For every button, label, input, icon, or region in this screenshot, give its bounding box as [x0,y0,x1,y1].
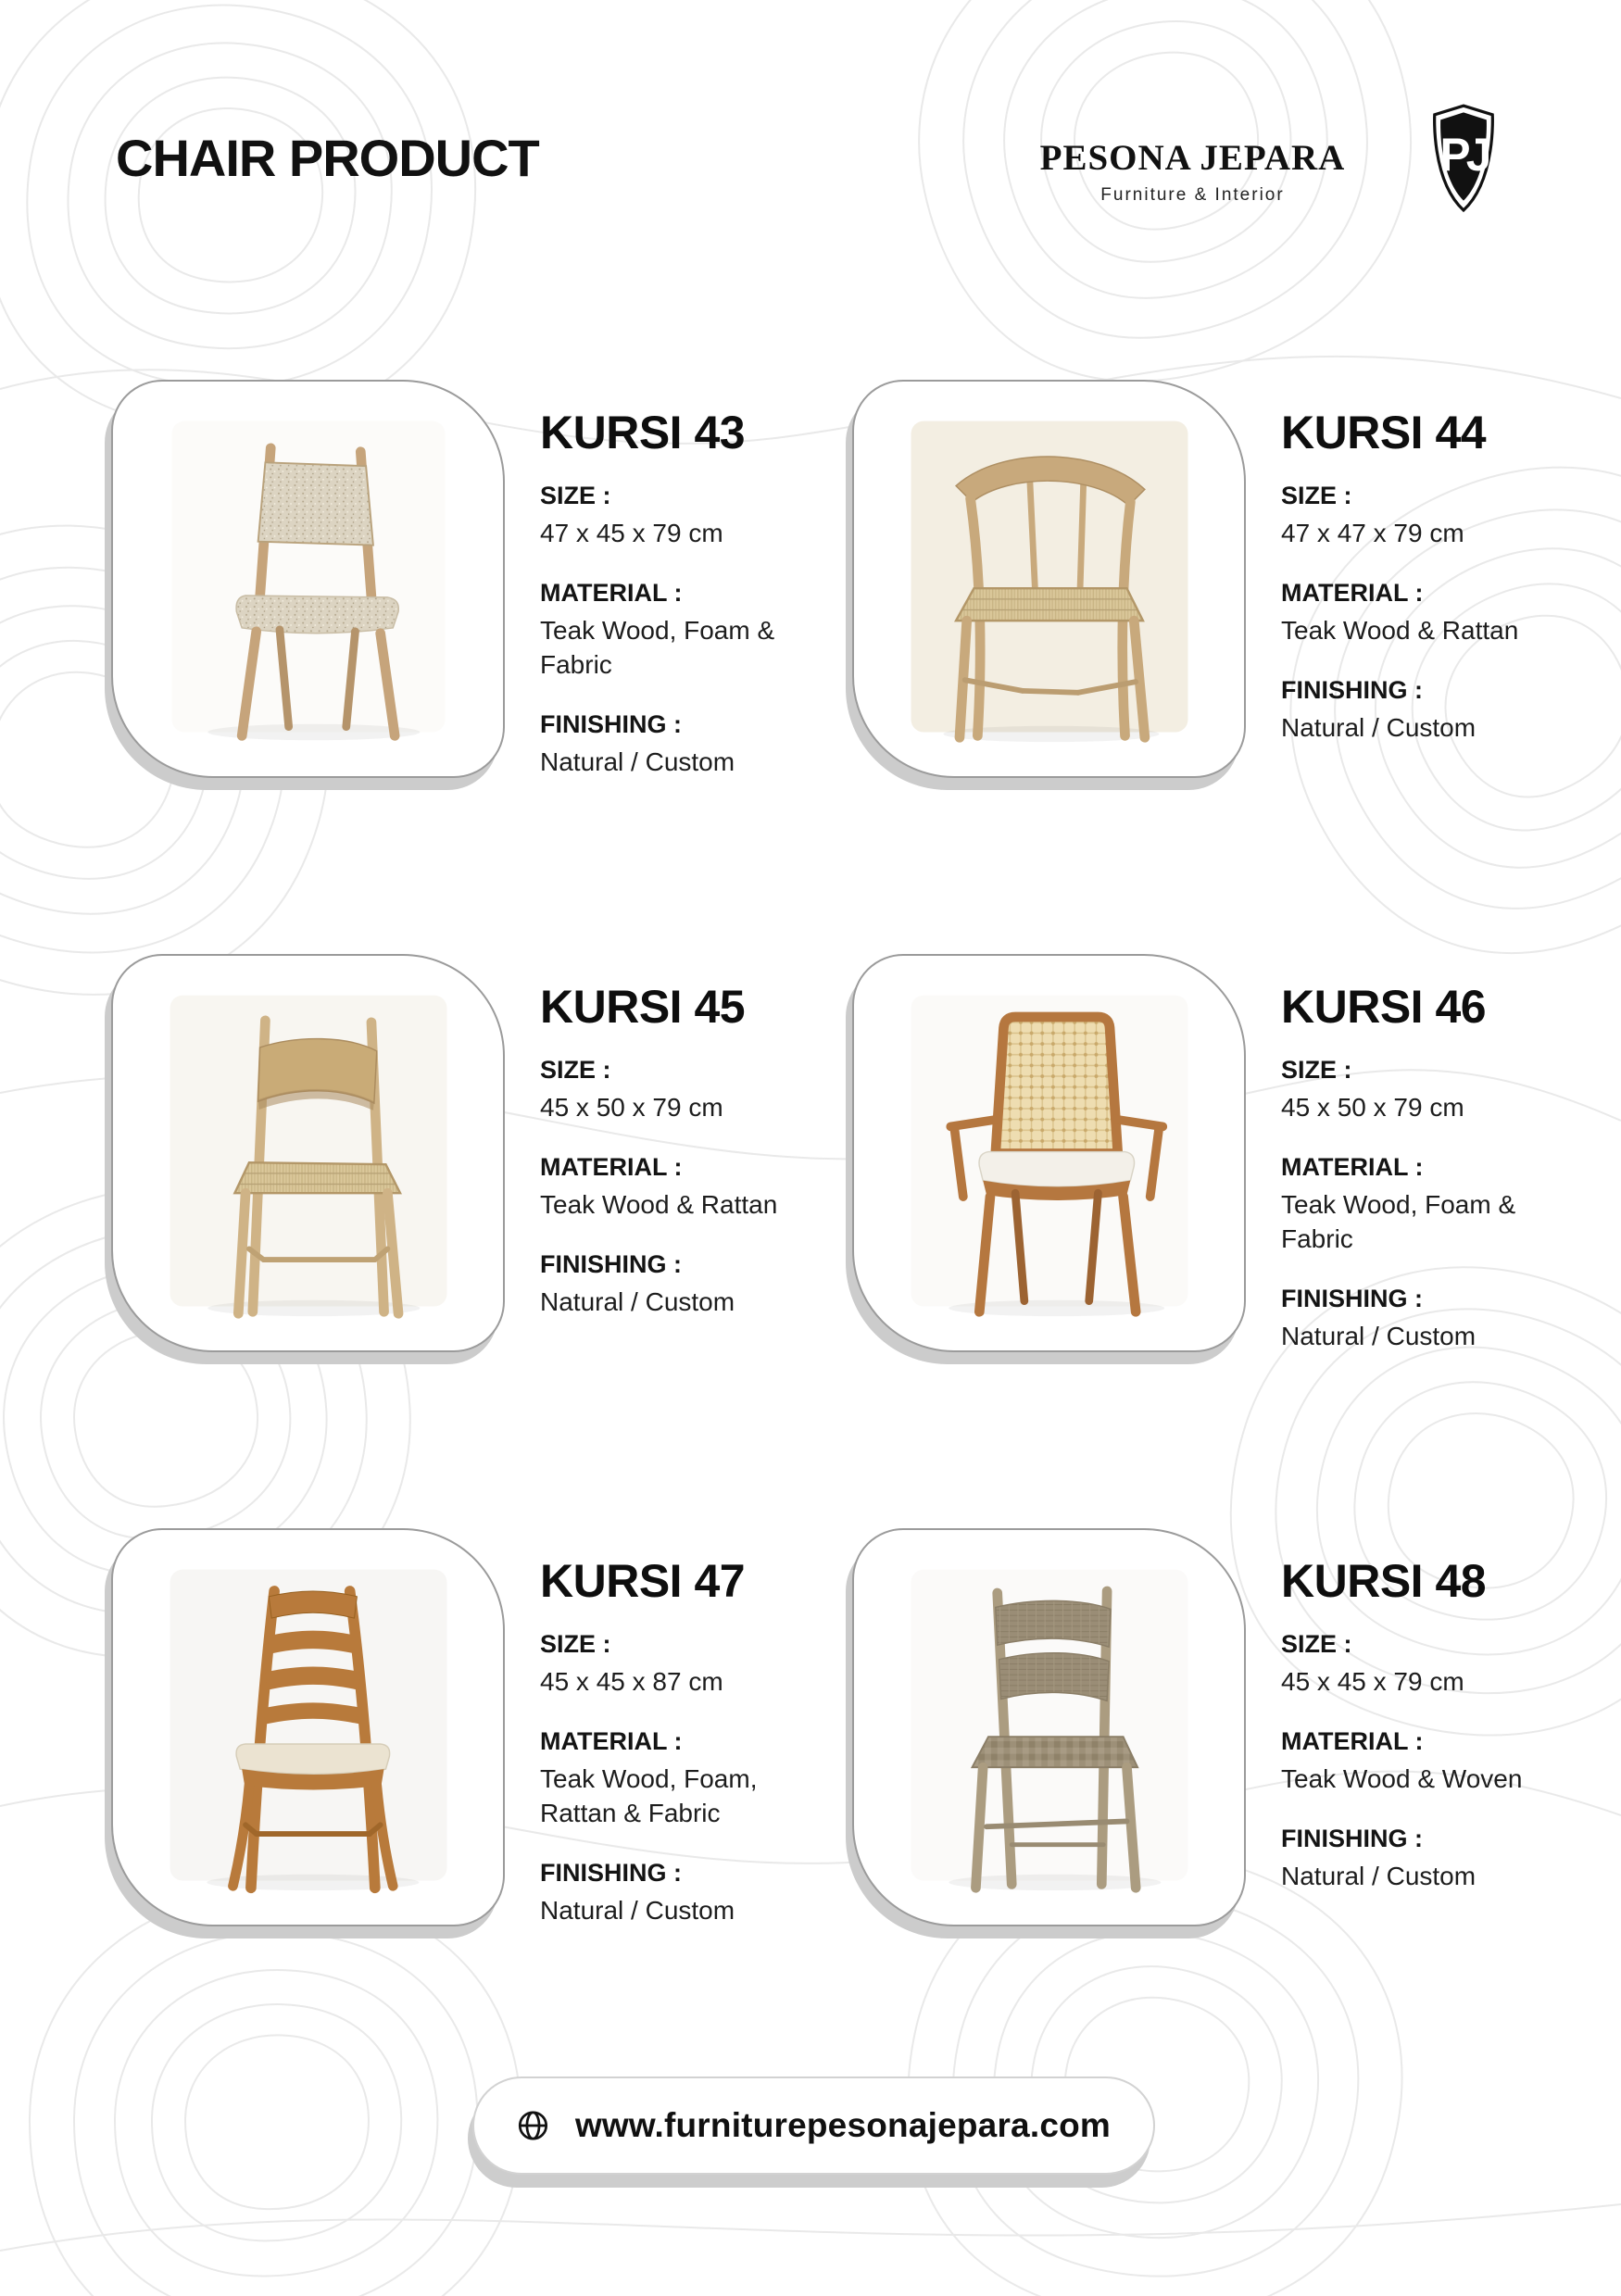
size-value: 45 x 50 x 79 cm [1281,1093,1464,1122]
finishing-value: Natural / Custom [1281,712,1476,742]
product-name: KURSI 44 [1281,407,1487,458]
product-card-kursi-45 [111,954,505,1352]
product-name: KURSI 45 [540,981,746,1033]
product-image-kursi-47 [156,1559,461,1897]
material-section [1281,1727,1568,1797]
size-section [1281,1630,1568,1700]
size-label: SIZE : [1281,1056,1352,1084]
finishing-value: Natural / Custom [1281,1321,1476,1350]
finishing-value: Natural / Custom [1281,1861,1476,1890]
finishing-section [1281,1825,1568,1894]
size-label: SIZE : [540,1056,611,1084]
brand-name: PESONA JEPARA [1039,138,1346,178]
material-value: Teak Wood, Foam, Rattan & Fabric [540,1763,758,1827]
material-section [540,1153,827,1223]
product-name: KURSI 43 [540,407,746,458]
material-label: MATERIAL : [1281,1152,1424,1181]
material-label: MATERIAL : [540,1726,683,1755]
material-label: MATERIAL : [1281,1726,1424,1755]
material-label: MATERIAL : [1281,578,1424,607]
finishing-label: FINISHING : [1281,1284,1423,1312]
finishing-section [1281,676,1568,746]
finishing-label: FINISHING : [1281,1824,1423,1852]
website-pill[interactable] [472,2076,1155,2175]
product-info-kursi-47 [540,1554,827,1928]
size-section [540,482,827,551]
material-section [540,1727,827,1831]
finishing-section [540,1250,827,1320]
size-label: SIZE : [540,1630,611,1658]
size-value: 45 x 50 x 79 cm [540,1093,723,1122]
finishing-label: FINISHING : [540,1249,682,1278]
size-section [540,1630,827,1700]
product-card-kursi-43 [111,380,505,778]
material-section [1281,579,1568,648]
size-value: 47 x 45 x 79 cm [540,519,723,547]
finishing-value: Natural / Custom [540,1895,735,1925]
brand-block [982,137,1403,206]
finishing-section [1281,1285,1568,1354]
size-label: SIZE : [540,482,611,509]
brand-tagline: Furniture & Interior [1100,185,1285,205]
product-image-kursi-43 [156,410,461,748]
product-card-kursi-44 [852,380,1246,778]
size-value: 45 x 45 x 87 cm [540,1667,723,1696]
product-name: KURSI 47 [540,1555,746,1607]
finishing-section [540,710,827,780]
material-value: Teak Wood & Rattan [1281,615,1519,645]
product-card-kursi-47 [111,1528,505,1926]
finishing-label: FINISHING : [1281,675,1423,704]
size-value: 45 x 45 x 79 cm [1281,1667,1464,1696]
finishing-section [540,1859,827,1928]
page-title: CHAIR PRODUCT [116,129,539,187]
product-card-kursi-48 [852,1528,1246,1926]
product-image-kursi-46 [897,985,1202,1323]
size-value: 47 x 47 x 79 cm [1281,519,1464,547]
product-name: KURSI 48 [1281,1555,1487,1607]
material-value: Teak Wood & Rattan [540,1189,778,1219]
finishing-value: Natural / Custom [540,747,735,776]
material-section [540,579,827,683]
product-image-kursi-45 [156,985,461,1323]
product-info-kursi-44 [1281,406,1568,746]
product-image-kursi-44 [897,410,1202,748]
product-info-kursi-45 [540,980,827,1320]
website-url[interactable]: www.furniturepesonajepara.com [574,2106,1111,2144]
product-info-kursi-43 [540,406,827,780]
material-section [1281,1153,1568,1257]
material-label: MATERIAL : [540,1152,683,1181]
size-section [1281,1056,1568,1125]
product-card-kursi-46 [852,954,1246,1352]
product-image-kursi-48 [897,1559,1202,1897]
finishing-label: FINISHING : [540,1858,682,1887]
product-name: KURSI 46 [1281,981,1487,1033]
svg-text:PJ: PJ [1439,128,1488,181]
material-label: MATERIAL : [540,578,683,607]
size-section [540,1056,827,1125]
finishing-label: FINISHING : [540,709,682,738]
size-label: SIZE : [1281,1630,1352,1658]
brand-shield-logo-icon [1426,102,1501,215]
size-label: SIZE : [1281,482,1352,509]
material-value: Teak Wood, Foam & Fabric [1281,1189,1516,1253]
product-info-kursi-46 [1281,980,1568,1354]
size-section [1281,482,1568,551]
product-info-kursi-48 [1281,1554,1568,1894]
globe-icon [517,2095,549,2156]
material-value: Teak Wood, Foam & Fabric [540,615,775,679]
material-value: Teak Wood & Woven [1281,1763,1523,1793]
finishing-value: Natural / Custom [540,1286,735,1316]
